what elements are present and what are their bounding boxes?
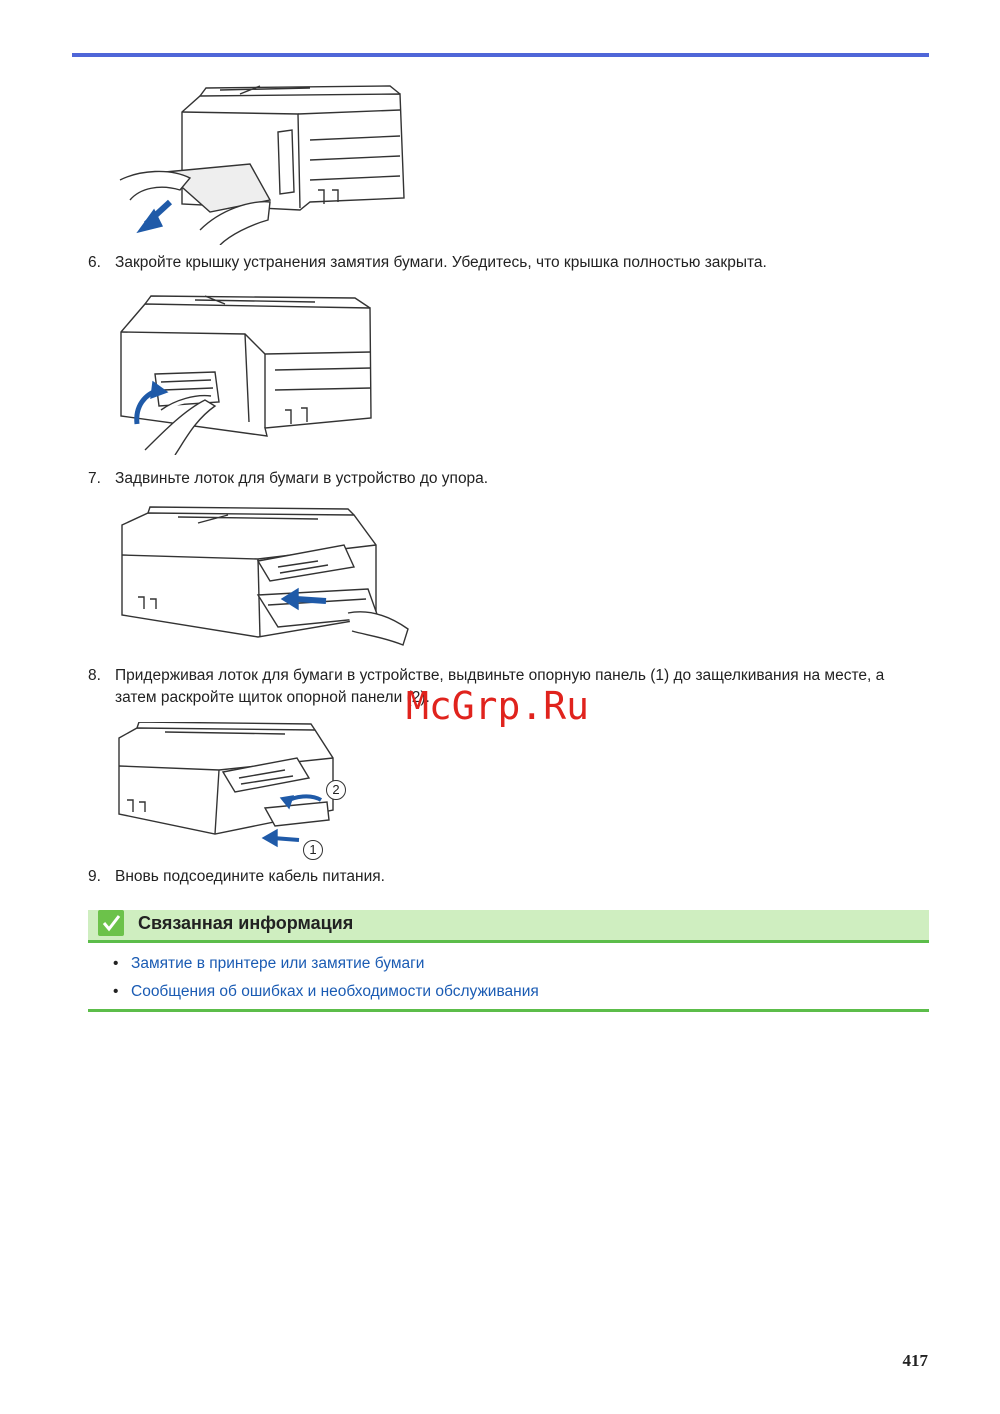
callout-1: 1 — [303, 840, 323, 860]
related-info-title: Связанная информация — [138, 913, 354, 933]
related-bottom-rule — [88, 1009, 929, 1012]
step-number: 8. — [88, 667, 101, 684]
related-info-header — [88, 910, 929, 943]
list-item: • Замятие в принтере или замятие бумаги — [113, 955, 425, 972]
watermark: McGrp.Ru — [406, 684, 590, 728]
top-rule — [72, 53, 929, 57]
check-icon — [98, 910, 124, 936]
related-links — [114, 950, 539, 1006]
step-9 — [88, 866, 908, 888]
step-text: Придерживая лоток для бумаги в устройстве, выдвиньте опорную панель (1) до защелкивания на месте, а затем раскройте щиток опорной панели (2). — [115, 667, 885, 706]
step-text: Задвиньте лоток для бумаги в устройство до упора. — [115, 470, 489, 487]
figure-close-cover — [115, 290, 380, 455]
related-link-paper-jam[interactable]: Замятие в принтере или замятие бумаги — [131, 955, 425, 972]
page-number: 417 — [902, 1351, 928, 1370]
step-text: Вновь подсоедините кабель питания. — [115, 868, 385, 885]
step-text: Закройте крышку устранения замятия бумаги. Убедитесь, что крышка полностью закрыта. — [115, 254, 767, 271]
figure-remove-paper — [110, 80, 410, 245]
step-number: 9. — [88, 868, 101, 885]
step-number: 6. — [88, 254, 101, 271]
figure-support-flap — [115, 722, 340, 864]
related-link-error-messages[interactable]: Сообщения об ошибках и необходимости обслуживания — [131, 983, 539, 1000]
step-7 — [88, 468, 908, 490]
figure-push-tray — [118, 505, 413, 655]
step-6 — [88, 252, 908, 274]
step-number: 7. — [88, 470, 101, 487]
callout-2: 2 — [326, 780, 346, 800]
list-item: • Сообщения об ошибках и необходимости обслуживания — [113, 983, 539, 1000]
